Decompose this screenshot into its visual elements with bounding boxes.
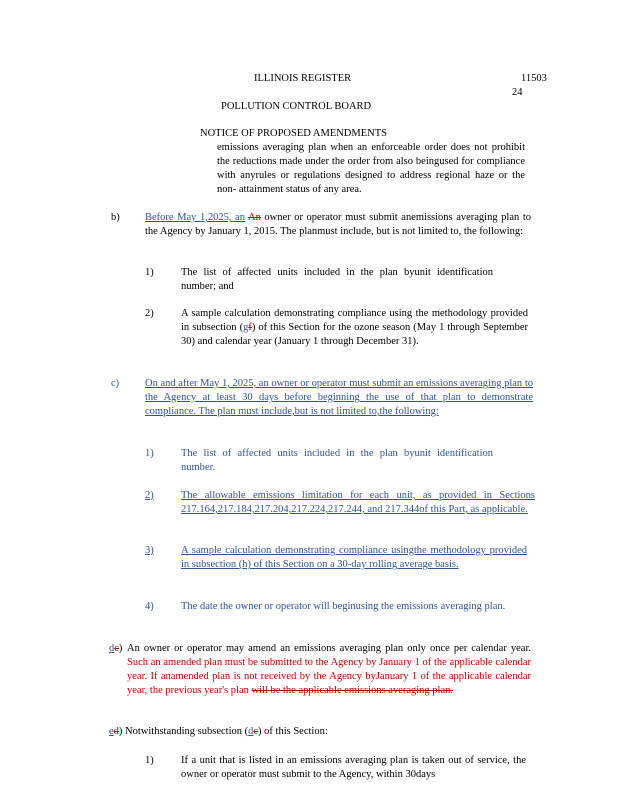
c-item-2-text: The allowable emissions limitation for each unit, as provided in Sections 217.164,217.184,217.204,217.224,217.244, and 217.344of this Part, as applicable. (181, 490, 535, 515)
e-item-1-number: 1) (145, 755, 154, 766)
subsection-d-text (127, 642, 531, 698)
b-item-2-deleted: f (248, 322, 252, 333)
d-label-paren: ) (118, 643, 123, 654)
b-deleted-text: An (247, 212, 261, 223)
c-item-3-number: 3) (145, 545, 154, 556)
e-label-paren: ) (118, 726, 123, 737)
c-item-2-number: 2) (145, 490, 154, 501)
c-item-4-text: The date the owner or operator will beginusing the emissions averaging plan. (181, 601, 506, 612)
c-item-3-text: A sample calculation demonstrating compliance usingthe methodology provided in subsection (h) of this Section on a 30-day rolling average basis. (181, 545, 527, 570)
d-label-deleted: c (114, 643, 119, 654)
c-item-1-number: 1) (145, 448, 154, 459)
notice-title: NOTICE OF PROPOSED AMENDMENTS (200, 128, 387, 139)
b-body-text: owner or operator must submit anemissions averaging plan to the Agency by January 1, 2015. The planmust include, but is not limited to, the following: (145, 212, 531, 237)
b-item-1-number: 1) (145, 267, 154, 278)
board-title: POLLUTION CONTROL BOARD (221, 101, 372, 112)
b-item-1-text: The list of affected units included in the plan byunit identification number; and (181, 267, 493, 292)
e-text-b: ) of this Section: (258, 726, 328, 737)
b-item-2-text-b: ) of this Section for the ozone season (May 1 through September 30) and calendar year (January 1 through December 31). (181, 322, 528, 347)
subsection-c-text: On and after May 1, 2025, an owner or operator must submit an emissions averaging plan to the Agency at least 30 days before beginning the use of that plan to demonstrate compliance. The plan must include,but is not limited to,the following: (145, 378, 533, 417)
b-item-2-number: 2) (145, 308, 154, 319)
subsection-b-text (145, 211, 531, 239)
b-item-2-inserted: g (243, 322, 249, 333)
page-number: 11503 (521, 73, 547, 84)
c-item-1-text: The list of affected units included in the plan byunit identification number. (181, 448, 493, 473)
e-text-a: Notwithstanding subsection ( (122, 726, 249, 737)
d-text-a: An owner or operator may amend an emissions averaging plan only once per calendar year. (127, 643, 531, 654)
d-text-red: Such an amended plan must be submitted to the Agency by January 1 of the applicable calendar year. If anamended plan is not received by the Agency byJanuary 1 of the applicable calendar year, the previous year's plan (127, 657, 531, 696)
subsection-b-label: b) (111, 212, 120, 223)
e-deleted-ref: c (253, 726, 259, 737)
subsection-c-label: c) (111, 378, 120, 389)
intro-paragraph: emissions averaging plan when an enforceable order does not prohibit the reductions made under the order from also beingused for compliance with anyrules or regulations designed to address regional haze or the non- attainment status of any area. (217, 142, 525, 195)
b-item-2-text-a: A sample calculation demonstrating compliance using the methodology provided in subsection ( (181, 308, 528, 333)
d-text-deleted: will be the applicable emissions averaging plan. (251, 685, 453, 696)
c-item-4-number: 4) (145, 601, 154, 612)
register-title: ILLINOIS REGISTER (254, 73, 352, 84)
subsection-e-heading (109, 725, 328, 739)
subsection-d-label (109, 642, 122, 656)
d-label-inserted: d (109, 643, 115, 654)
page-number-continued: 24 (512, 87, 523, 98)
e-inserted-ref: d (248, 726, 254, 737)
e-label-inserted: e (109, 726, 114, 737)
e-label-deleted: d (113, 726, 119, 737)
b-inserted-text: Before May 1,2025, an (145, 212, 245, 223)
b-item-2-text (181, 307, 528, 349)
e-item-1-text: If a unit that is listed in an emissions averaging plan is taken out of service, the owner or operator must submit to the Agency, within 30days (181, 755, 526, 780)
